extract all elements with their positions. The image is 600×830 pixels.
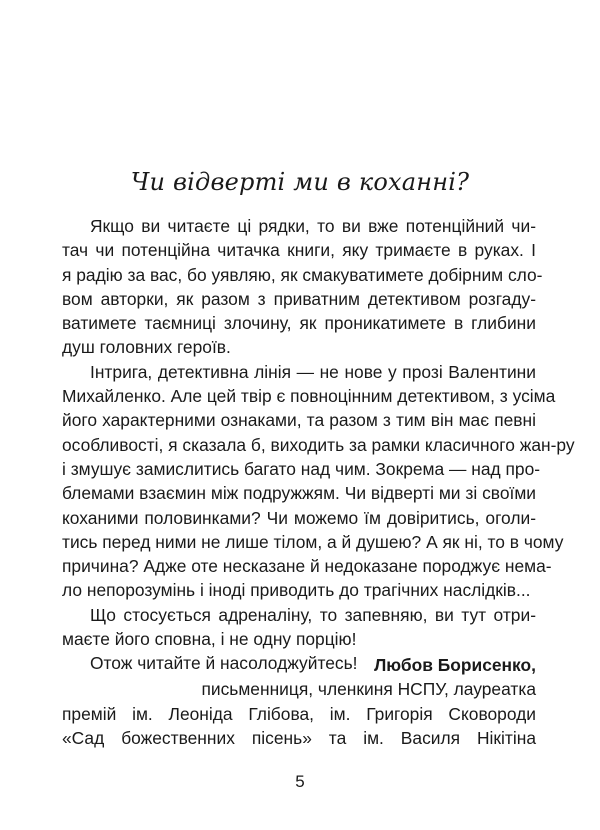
text-line: я радію за вас, бо уявляю, як смакуватимете добірним сло-: [62, 264, 543, 285]
text-line: Михайленко. Але цей твір є повноцінним детективом, з усіма: [62, 386, 556, 407]
signature-block: [62, 653, 536, 750]
text-line: тись перед ними не лише тілом, а й душею? А як ні, то в чому: [62, 531, 564, 552]
signature-line: «Сад божественних пісень» та ім. Василя Нікітіна: [62, 727, 536, 748]
page-title: Чи відверті ми в коханні?: [130, 168, 470, 196]
text-line: і змушує замислитись багато над чим. Зокрема — над про-: [62, 458, 541, 479]
text-line: душ головних героїв.: [62, 337, 231, 358]
text-line: Що стосується адреналіну, то запевняю, ви тут отри-: [90, 604, 536, 625]
text-line: Інтрига, детективна лінія — не нове у прозі Валентини: [90, 361, 536, 382]
text-line: коханими половинками? Чи можемо їм довіритись, оголи-: [62, 507, 536, 528]
text-line: Отож читайте й насолоджуйтесь!: [90, 653, 358, 674]
text-line: маєте його сповна, і не одну порцію!: [62, 629, 357, 650]
signature-line: письменниця, членкиня НСПУ, лауреатка: [201, 679, 536, 700]
text-line: вом авторки, як разом з приватним детективом розгаду-: [62, 288, 536, 309]
signature-author: Любов Борисенко,: [374, 655, 536, 675]
text-line: блемами взаємин між подружжям. Чи відверті ми зі своїми: [62, 483, 536, 504]
preface-text: [62, 214, 575, 676]
text-line: особливості, я сказала б, виходить за рамки класичного жан-ру: [62, 434, 575, 455]
signature-line: премій ім. Леоніда Глібова, ім. Григорія Сковороди: [62, 703, 536, 724]
text-line: Якщо ви читаєте ці рядки, то ви вже потенційний чи-: [90, 216, 536, 236]
text-line: ло непорозумінь і іноді приводить до трагічних наслідків...: [62, 580, 531, 601]
page-number: 5: [295, 772, 305, 791]
text-line: ватимете таємниці злочину, як проникатимете в глибини: [62, 313, 536, 334]
text-line: причина? Адже оте несказане й недоказане породжує нема-: [62, 556, 552, 577]
text-line: тач чи потенційна читачка книги, яку тримаєте в руках. І: [62, 240, 536, 261]
text-line: його характерними ознаками, та разом з тим він має певні: [62, 410, 536, 431]
